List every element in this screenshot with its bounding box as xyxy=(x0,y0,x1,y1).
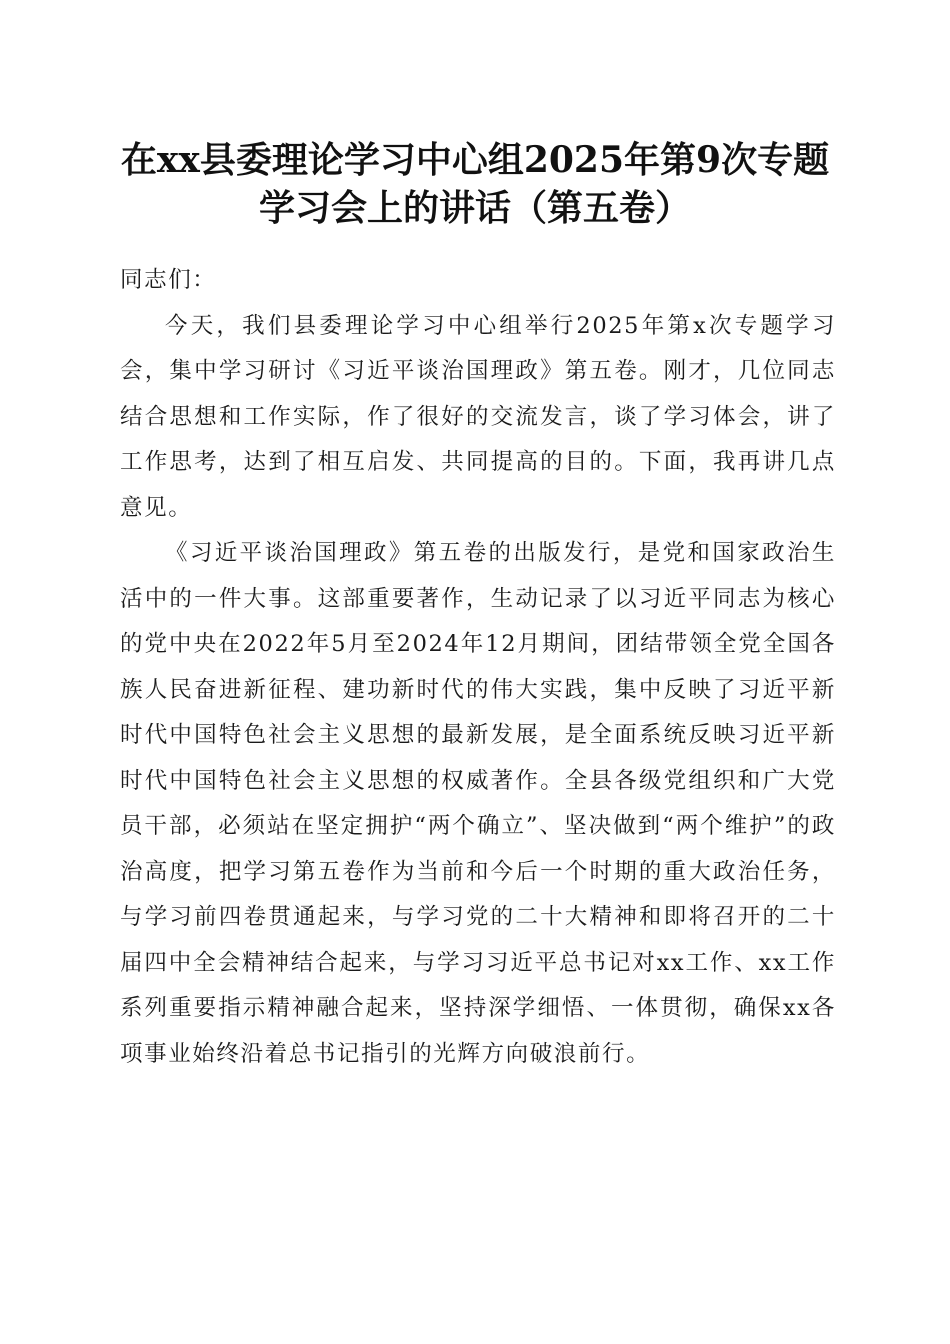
paragraph-1: 今天，我们县委理论学习中心组举行2025年第x次专题学习会，集中学习研讨《习近平谈治国理政》第五卷。刚才，几位同志结合思想和工作实际，作了很好的交流发言，谈了学习体会，讲了工作思考，达到了相互启发、共同提高的目的。下面，我再讲几点意见。 xyxy=(120,312,836,521)
document-body xyxy=(120,258,836,1077)
title-line-2: 学习会上的讲话（第五卷） xyxy=(258,187,691,229)
paragraph-2: 《习近平谈治国理政》第五卷的出版发行，是党和国家政治生活中的一件大事。这部重要著作，生动记录了以习近平同志为核心的党中央在2022年5月至2024年12月期间，团结带领全党全国各族人民奋进新征程、建功新时代的伟大实践，集中反映了习近平新时代中国特色社会主义思想的最新发展，是全面系统反映习近平新时代中国特色社会主义思想的权威著作。全县各级党组织和广大党员干部，必须站在坚定拥护“两个确立”、坚决做到“两个维护”的政治高度，把学习第五卷作为当前和今后一个时期的重大政治任务，与学习前四卷贯通起来，与学习党的二十大精神和即将召开的二十届四中全会精神结合起来，与学习习近平总书记对xx工作、xx工作系列重要指示精神融合起来，坚持深学细悟、一体贯彻，确保xx各项事业始终沿着总书记指引的光辉方向破浪前行。 xyxy=(120,540,836,1067)
title-line-1: 在xx县委理论学习中心组2025年第9次专题 xyxy=(120,139,830,181)
salutation: 同志们： xyxy=(120,267,217,293)
document-title xyxy=(100,136,850,232)
